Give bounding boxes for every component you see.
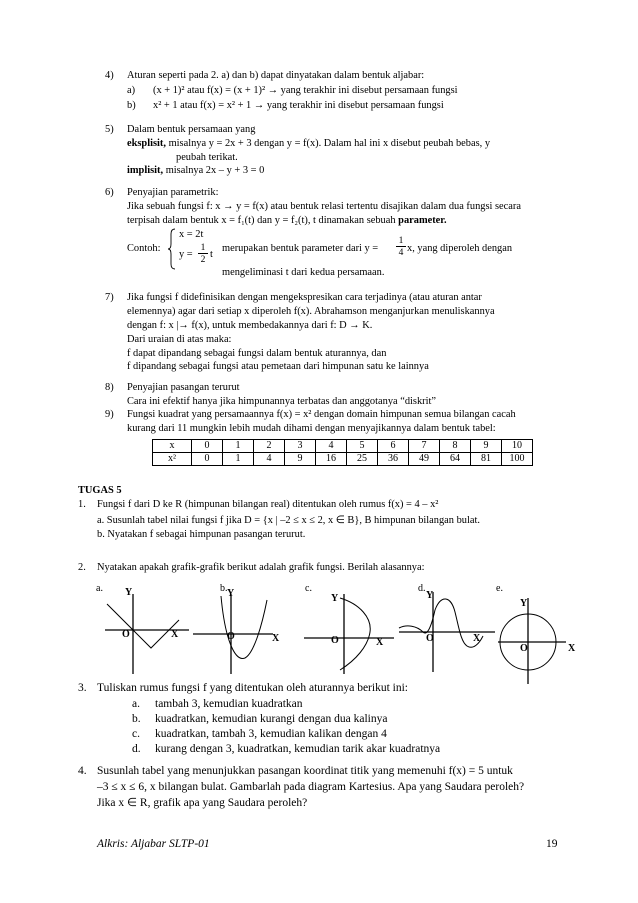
table-cell: 36 bbox=[378, 453, 409, 466]
q2-number: 2. bbox=[78, 562, 86, 573]
table-cell: 0 bbox=[192, 440, 223, 453]
brace-icon bbox=[167, 228, 177, 270]
item-4b-text: x² + 1 atau f(x) = x² + 1 → yang terakhir ini disebut persamaan fungsi bbox=[153, 100, 444, 111]
graph-d-origin-label: O bbox=[426, 633, 434, 644]
table-cell: 6 bbox=[378, 440, 409, 453]
graph-d bbox=[397, 588, 497, 674]
item-5-text: Dalam bentuk persamaan yang bbox=[127, 124, 256, 135]
contoh-label: Contoh: bbox=[127, 243, 161, 254]
q3-b-label: b. bbox=[132, 713, 141, 725]
item-4b-label: b) bbox=[127, 100, 136, 111]
item-7-line-5: f dapat dipandang sebagai fungsi dalam bentuk aturannya, dan bbox=[127, 348, 387, 359]
merupakan-text: merupakan bentuk parameter dari y = bbox=[222, 243, 379, 254]
graph-b-label: b. bbox=[220, 583, 228, 594]
graph-e-x-label: X bbox=[568, 643, 576, 654]
item-7-line-2: elemennya) agar dari setiap x diperoleh f(x). Abrahamson menganjurkan menuliskannya bbox=[127, 306, 495, 317]
item-5-number: 5) bbox=[105, 124, 114, 135]
graph-b-origin-label: O bbox=[227, 631, 235, 642]
graph-e-y-label: Y bbox=[520, 598, 528, 609]
parameter-term: parameter. bbox=[398, 215, 447, 226]
item-9-line-2: kurang dari 11 mungkin lebih mudah dihami dengan menyajikannya dalam bentuk tabel: bbox=[127, 423, 496, 434]
table-row-x bbox=[153, 440, 533, 453]
table-cell: 4 bbox=[316, 440, 347, 453]
eksplisit-term: eksplisit, bbox=[127, 138, 166, 149]
param-eq-2-den: 2 bbox=[200, 255, 206, 265]
table-header-x-squared: x² bbox=[153, 453, 192, 466]
mengeliminasi-text: mengeliminasi t dari kedua persamaan. bbox=[222, 267, 385, 278]
q1-text: Fungsi f dari D ke R (himpunan bilangan real) ditentukan oleh rumus f(x) = 4 – x² bbox=[97, 499, 439, 510]
table-row-x-squared bbox=[153, 453, 533, 466]
item-9-number: 9) bbox=[105, 409, 114, 420]
q4-line-2: –3 ≤ x ≤ 6, x bilangan bulat. Gambarlah pada diagram Kartesius. Apa yang Saudara peroleh? bbox=[97, 781, 525, 793]
merupakan-fraction-bar bbox=[396, 246, 406, 247]
graph-c-label: c. bbox=[305, 583, 312, 594]
graph-d-y-label: Y bbox=[426, 590, 434, 601]
table-cell: 1 bbox=[223, 453, 254, 466]
implisit-text: misalnya 2x – y + 3 = 0 bbox=[163, 165, 265, 176]
tugas-title: TUGAS 5 bbox=[78, 485, 122, 496]
table-cell: 81 bbox=[471, 453, 502, 466]
graph-a-origin-label: O bbox=[122, 629, 130, 640]
table-cell: 9 bbox=[471, 440, 502, 453]
item-6-line-2-text: terpisah dalam bentuk x = f₁(t) dan y = f₂(t), t dinamakan sebuah bbox=[127, 215, 396, 226]
item-8-line-1: Penyajian pasangan terurut bbox=[127, 382, 240, 393]
merupakan-frac-den: 4 bbox=[398, 248, 404, 258]
item-8-line-2: Cara ini efektif hanya jika himpunannya terbatas dan anggotanya “diskrit” bbox=[127, 396, 437, 407]
q3-d-label: d. bbox=[132, 743, 141, 755]
q4-line-1: Susunlah tabel yang menunjukkan pasangan koordinat titik yang memenuhi f(x) = 5 untuk bbox=[97, 765, 513, 777]
graph-c-x-label: X bbox=[376, 637, 384, 648]
q3-b-text: kuadratkan, kemudian kurangi dengan dua kalinya bbox=[155, 713, 388, 725]
table-cell: 7 bbox=[409, 440, 440, 453]
eksplisit-continuation: peubah terikat. bbox=[176, 152, 238, 163]
table-cell: 100 bbox=[502, 453, 533, 466]
table-cell: 4 bbox=[254, 453, 285, 466]
table-cell: 2 bbox=[254, 440, 285, 453]
item-7-line-6: f dipandang sebagai fungsi atau pemetaan dari himpunan satu ke lainnya bbox=[127, 361, 429, 372]
q3-c-label: c. bbox=[132, 728, 140, 740]
eksplisit-text: misalnya y = 2x + 3 dengan y = f(x). Dalam hal ini x disebut peubah bebas, y bbox=[165, 138, 491, 149]
q3-text: Tuliskan rumus fungsi f yang ditentukan oleh aturannya berikut ini: bbox=[97, 682, 408, 694]
param-eq-2-left: y = bbox=[179, 249, 193, 260]
graph-e bbox=[496, 596, 582, 686]
table-cell: 10 bbox=[502, 440, 533, 453]
table-cell: 64 bbox=[440, 453, 471, 466]
param-eq-2-fraction-bar bbox=[198, 253, 208, 254]
table-cell: 9 bbox=[285, 453, 316, 466]
item-4-number: 4) bbox=[105, 70, 114, 81]
graph-c bbox=[300, 590, 396, 676]
q1-part-a: a. Susunlah tabel nilai fungsi f jika D = {x | –2 ≤ x ≤ 2, x ∈ B}, B himpunan bilangan bulat. bbox=[97, 515, 480, 526]
q1-part-b: b. Nyatakan f sebagai himpunan pasangan terurut. bbox=[97, 529, 306, 540]
item-4a-label: a) bbox=[127, 85, 136, 96]
q3-number: 3. bbox=[78, 682, 87, 694]
graph-e-origin-label: O bbox=[520, 643, 528, 654]
q3-c-text: kuadratkan, tambah 3, kemudian kalikan dengan 4 bbox=[155, 728, 387, 740]
item-4-text: Aturan seperti pada 2. a) dan b) dapat dinyatakan dalam bentuk aljabar: bbox=[127, 70, 425, 81]
q3-d-text: kurang dengan 3, kuadratkan, kemudian tarik akar kuadratnya bbox=[155, 743, 441, 755]
table-cell: 49 bbox=[409, 453, 440, 466]
item-7-line-3: dengan f: x |→ f(x), untuk membedakannya dari f: D → K. bbox=[127, 320, 373, 331]
item-5-eksplisit-line bbox=[127, 137, 490, 150]
graph-a-label: a. bbox=[96, 583, 103, 594]
graph-a-y-label: Y bbox=[125, 587, 133, 598]
table-cell: 8 bbox=[440, 440, 471, 453]
item-7-number: 7) bbox=[105, 292, 114, 303]
graph-d-label: d. bbox=[418, 583, 426, 594]
square-table bbox=[152, 439, 533, 466]
graph-b-x-label: X bbox=[272, 633, 280, 644]
item-4a-text: (x + 1)² atau f(x) = (x + 1)² → yang terakhir ini disebut persamaan fungsi bbox=[153, 85, 458, 96]
table-cell: 0 bbox=[192, 453, 223, 466]
param-eq-2-num: 1 bbox=[200, 243, 206, 253]
q3-a-label: a. bbox=[132, 698, 140, 710]
q2-text: Nyatakan apakah grafik-grafik berikut adalah grafik fungsi. Berilah alasannya: bbox=[97, 562, 425, 573]
param-eq-1: x = 2t bbox=[179, 229, 204, 240]
item-9-line-1: Fungsi kuadrat yang persamaannya f(x) = x² dengan domain himpunan semua bilangan cacah bbox=[127, 409, 516, 420]
param-eq-2-right: t bbox=[210, 249, 213, 260]
item-6-text: Penyajian parametrik: bbox=[127, 187, 219, 198]
item-8-number: 8) bbox=[105, 382, 114, 393]
table-header-x: x bbox=[153, 440, 192, 453]
graph-a-x-label: X bbox=[171, 629, 179, 640]
table-cell: 1 bbox=[223, 440, 254, 453]
q3-a-text: tambah 3, kemudian kuadratkan bbox=[155, 698, 303, 710]
q1-number: 1. bbox=[78, 499, 86, 510]
item-5-implisit-line bbox=[127, 164, 264, 177]
graph-b bbox=[191, 590, 283, 676]
table-cell: 5 bbox=[347, 440, 378, 453]
item-6-line-2 bbox=[127, 214, 447, 227]
item-7-line-4: Dari uraian di atas maka: bbox=[127, 334, 232, 345]
table-cell: 16 bbox=[316, 453, 347, 466]
table-cell: 25 bbox=[347, 453, 378, 466]
merupakan-frac-num: 1 bbox=[398, 236, 404, 246]
footer-title: Alkris: Aljabar SLTP-01 bbox=[97, 838, 210, 850]
graph-d-x-label: X bbox=[473, 633, 481, 644]
item-6-number: 6) bbox=[105, 187, 114, 198]
merupakan-end: x, yang diperoleh dengan bbox=[407, 243, 513, 254]
implisit-term: implisit, bbox=[127, 165, 164, 176]
graph-b-y-label: Y bbox=[227, 588, 235, 599]
table-cell: 3 bbox=[285, 440, 316, 453]
q4-number: 4. bbox=[78, 765, 87, 777]
page-number: 19 bbox=[546, 838, 558, 850]
item-6-line-1: Jika sebuah fungsi f: x → y = f(x) atau bentuk relasi tertentu disajikan dalam dua fungsi secara bbox=[127, 201, 521, 212]
graph-e-label: e. bbox=[496, 583, 503, 594]
graph-c-origin-label: O bbox=[331, 635, 339, 646]
item-7-line-1: Jika fungsi f didefinisikan dengan mengekspresikan cara terjadinya (atau aturan antar bbox=[127, 292, 482, 303]
q4-line-3: Jika x ∈ R, grafik apa yang Saudara peroleh? bbox=[97, 797, 308, 809]
graph-c-y-label: Y bbox=[331, 593, 339, 604]
